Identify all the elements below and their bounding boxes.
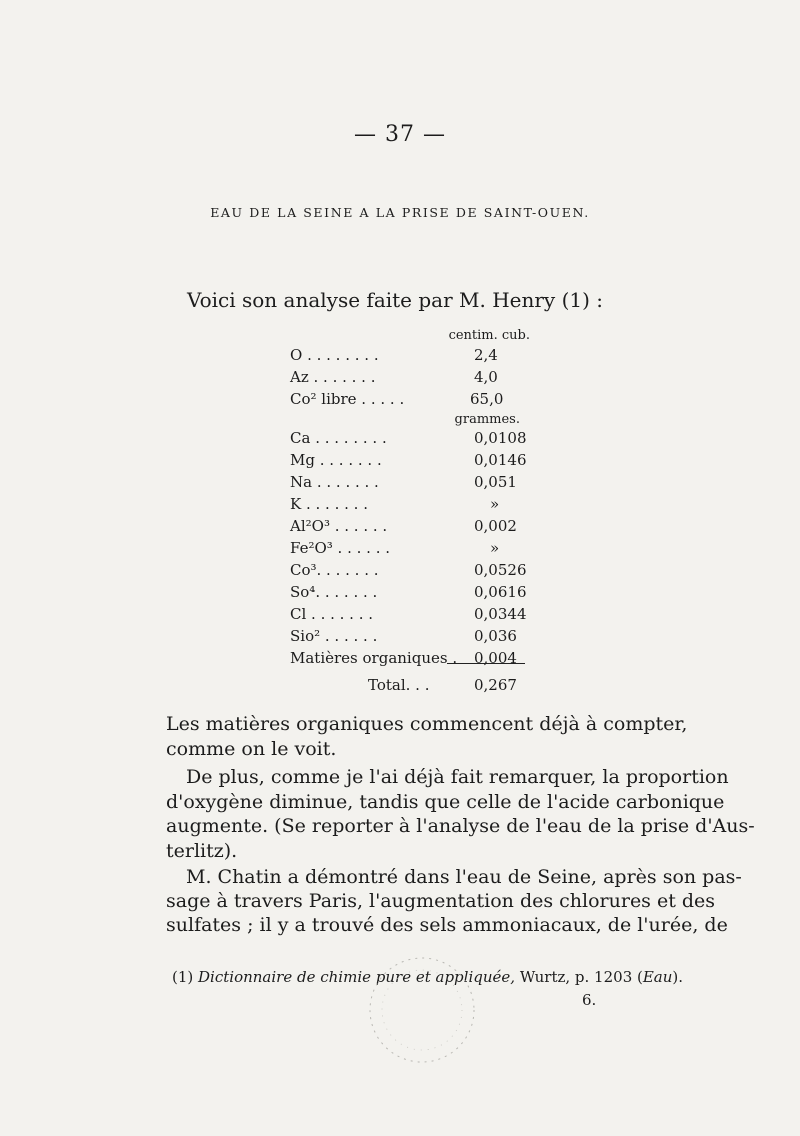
footnote-end: ). (672, 968, 684, 986)
table-row (290, 390, 530, 412)
body-line: sulfates ; il y a trouvé des sels ammoniacaux, de l'urée, de (166, 914, 728, 936)
body-line: sage à travers Paris, l'augmentation des chlorures et des (166, 890, 716, 912)
table-row (290, 561, 530, 583)
table-row (290, 627, 530, 649)
element-value: » (490, 495, 500, 513)
element-name: Co³. . . . . . . (290, 561, 379, 579)
total-value: 0,267 (474, 676, 517, 694)
element-name: Cl . . . . . . . (290, 605, 374, 623)
element-value: 0,0108 (474, 429, 527, 447)
element-name: Sio² . . . . . . (290, 627, 378, 645)
table-row (290, 649, 530, 671)
footnote-text: Wurtz, p. 1203 ( (515, 968, 643, 986)
element-value: 0,002 (474, 517, 517, 535)
element-name: Al²O³ . . . . . . (290, 517, 388, 535)
element-name: K . . . . . . . (290, 495, 368, 513)
body-line: comme on le voit. (166, 738, 337, 760)
element-value: » (490, 539, 500, 557)
element-name: O . . . . . . . . (290, 346, 379, 364)
unit-volume: centim. cub. (448, 328, 530, 343)
element-value: 0,0344 (474, 605, 527, 623)
body-line: Les matières organiques commencent déjà à compter, (166, 713, 688, 735)
body-line: De plus, comme je l'ai déjà fait remarquer, la proportion (186, 766, 729, 788)
total-label: Total. . . (368, 676, 430, 694)
table-row (290, 539, 530, 561)
table-row (290, 368, 530, 390)
body-line: augmente. (Se reporter à l'analyse de l'eau de la prise d'Aus- (166, 815, 755, 837)
page-number: — 37 — (354, 122, 446, 147)
unit-mass: grammes. (454, 412, 520, 427)
body-line: d'oxygène diminue, tandis que celle de l'acide carbonique (166, 791, 725, 813)
table-row (290, 517, 530, 539)
element-value: 0,051 (474, 473, 517, 491)
intro-line: Voici son analyse faite par M. Henry (1) : (187, 288, 604, 312)
element-value: 4,0 (474, 368, 498, 386)
element-name: Matières organiques . (290, 649, 458, 667)
table-row (290, 583, 530, 605)
element-value: 0,036 (474, 627, 517, 645)
section-title: EAU DE LA SEINE A LA PRISE DE SAINT-OUEN. (210, 205, 590, 220)
table-row (290, 346, 530, 368)
element-name: Co² libre . . . . . (290, 390, 405, 408)
footnote-marker: (1) (172, 968, 194, 986)
element-value: 0,004 (474, 649, 517, 667)
element-name: Fe²O³ . . . . . . (290, 539, 391, 557)
element-value: 0,0146 (474, 451, 527, 469)
body-line: M. Chatin a démontré dans l'eau de Seine, après son pas- (186, 866, 742, 888)
table-row (290, 429, 530, 451)
table-row (290, 495, 530, 517)
element-value: 65,0 (470, 390, 504, 408)
signature-mark: 6. (582, 991, 597, 1009)
element-name: Mg . . . . . . . (290, 451, 382, 469)
element-value: 2,4 (474, 346, 498, 364)
element-name: Na . . . . . . . (290, 473, 379, 491)
element-name: Ca . . . . . . . . (290, 429, 387, 447)
table-row (290, 605, 530, 627)
element-value: 0,0616 (474, 583, 527, 601)
element-name: So⁴. . . . . . . (290, 583, 378, 601)
body-line: terlitz). (166, 840, 238, 862)
library-stamp-icon (362, 950, 482, 1070)
footnote-title: Dictionnaire de chimie pure et appliquée, (198, 968, 516, 986)
footnote-italic: Eau (642, 968, 673, 986)
element-name: Az . . . . . . . (290, 368, 376, 386)
element-value: 0,0526 (474, 561, 527, 579)
table-row (290, 451, 530, 473)
total-divider (447, 663, 525, 664)
table-row (290, 473, 530, 495)
